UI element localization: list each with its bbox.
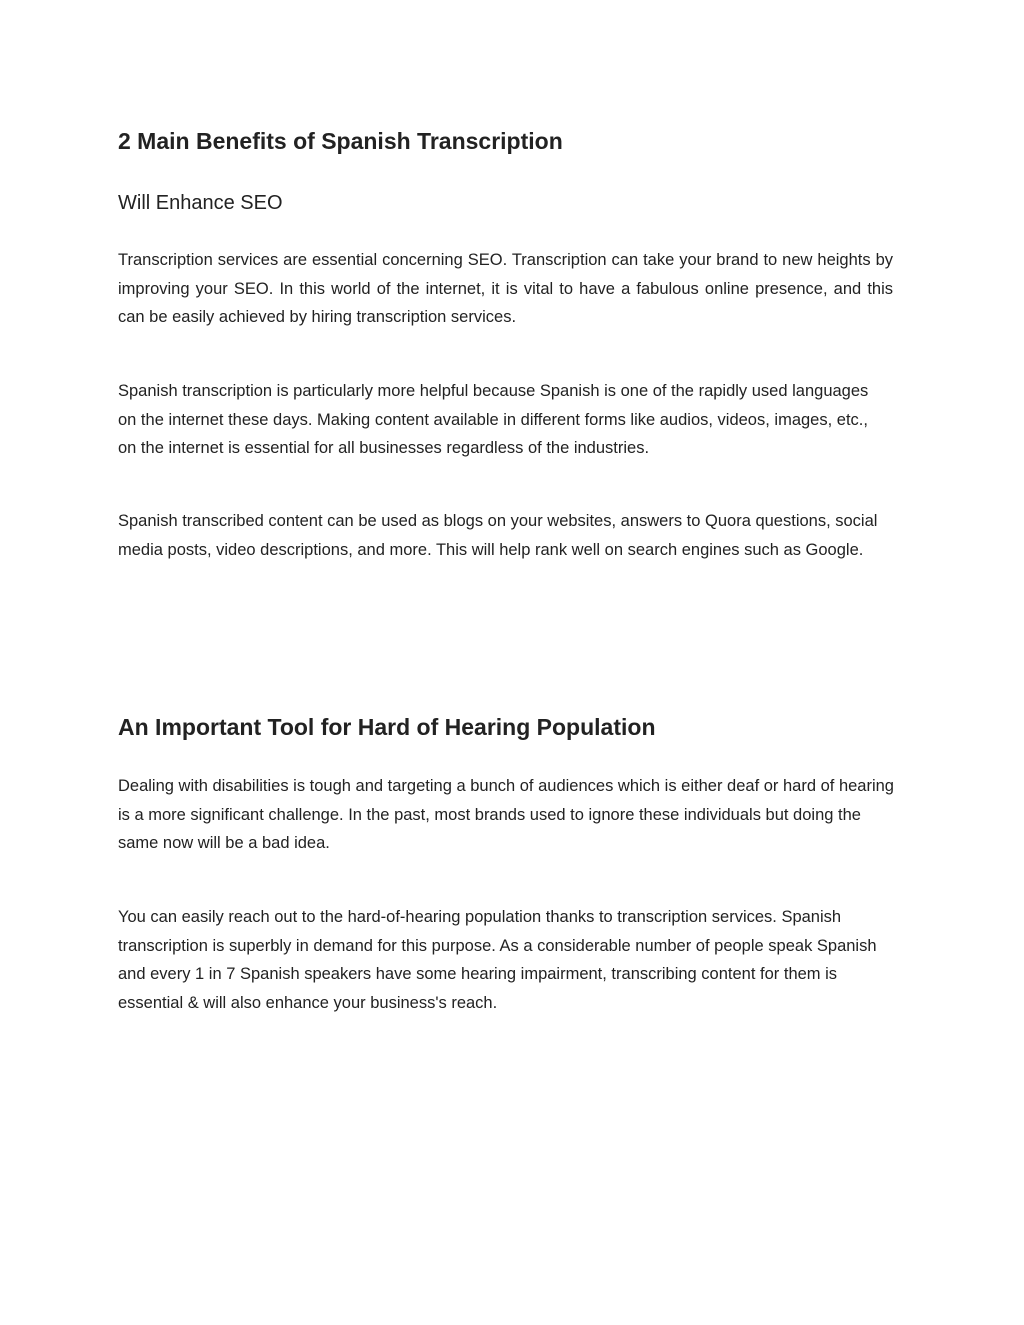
paragraph-reach-out: You can easily reach out to the hard-of-hearing population thanks to transcription services. Spanish transcription is superbly in demand for this purpose. As a considerable number of people speak Spanish and every 1 in 7 Spanish speakers have some hearing impairment, transcribing content for them is essential & will also enhance your business's reach. bbox=[118, 908, 877, 1012]
section-heading-hard-of-hearing: An Important Tool for Hard of Hearing Population bbox=[118, 714, 656, 740]
paragraph-disabilities: Dealing with disabilities is tough and targeting a bunch of audiences which is either deaf or hard of hearing is a more significant challenge. In the past, most brands used to ignore these individuals but doing the same now will be a bad idea. bbox=[118, 777, 894, 852]
paragraph-transcribed-content: Spanish transcribed content can be used as blogs on your websites, answers to Quora questions, social media posts, video descriptions, and more. This will help rank well on search engines such as Google. bbox=[118, 512, 878, 559]
section-heading-benefits: 2 Main Benefits of Spanish Transcription bbox=[118, 128, 563, 154]
subheading-enhance-seo: Will Enhance SEO bbox=[118, 192, 283, 214]
paragraph-spanish-helpful: Spanish transcription is particularly more helpful because Spanish is one of the rapidly used languages on the internet these days. Making content available in different forms like audios, videos, images, etc., on the internet is essential for all businesses regardless of the industries. bbox=[118, 382, 869, 457]
paragraph-seo-intro: Transcription services are essential concerning SEO. Transcription can take your brand to new heights by improving your SEO. In this world of the internet, it is vital to have a fabulous online presence, and this can be easily achieved by hiring transcription services. bbox=[118, 251, 893, 326]
